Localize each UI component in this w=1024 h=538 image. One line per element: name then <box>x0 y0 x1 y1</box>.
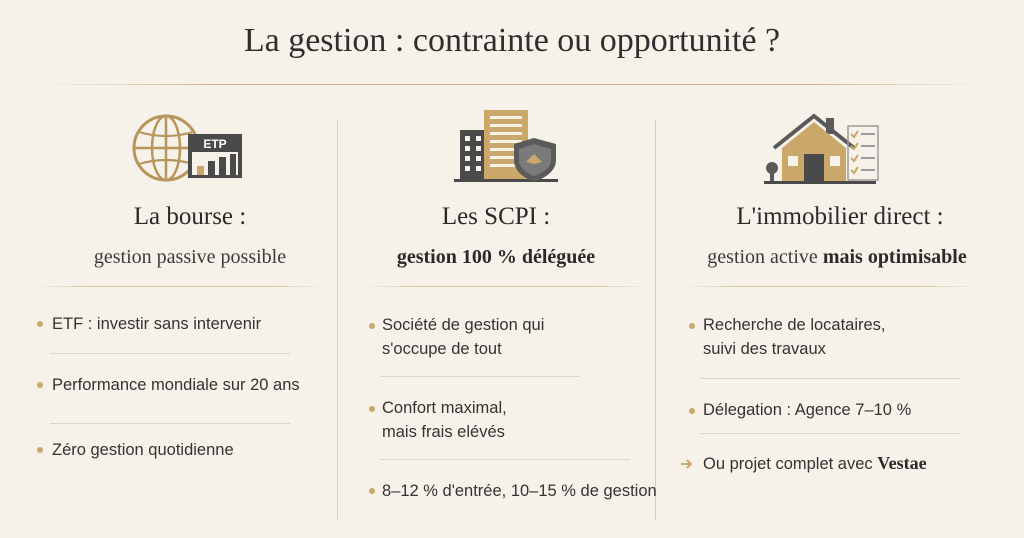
list-item-line: Confort maximal, <box>382 399 507 417</box>
arrow-bullet-icon <box>680 459 694 469</box>
heading-scpi: Les SCPI : <box>441 203 551 230</box>
heading-bourse: La bourse : <box>133 203 247 230</box>
bullet-icon <box>369 488 375 494</box>
brand-name: Vestae <box>877 453 927 473</box>
column-divider <box>337 120 338 520</box>
subheading-regular: gestion active <box>707 246 818 268</box>
list-item: Délegation : Agence 7–10 % <box>703 401 912 419</box>
subheading-bold: mais optimisable <box>822 246 967 268</box>
subheading-immobilier <box>662 246 1012 269</box>
bullet-icon <box>689 408 695 414</box>
list-item: ETF : investir sans intervenir <box>52 315 262 333</box>
subheading-scpi: gestion 100 % déléguée <box>396 246 596 268</box>
section-divider <box>30 286 330 287</box>
item-divider <box>380 459 630 460</box>
list-item-line: s'occupe de tout <box>382 340 502 358</box>
subheading-bourse: gestion passive possible <box>93 246 287 268</box>
bullet-icon <box>689 323 695 329</box>
list-item-line: Recherche de locataires, <box>703 316 886 334</box>
globe-etf-icon <box>130 112 246 184</box>
list-item: Zéro gestion quotidienne <box>52 441 234 459</box>
house-checklist-icon <box>762 110 882 186</box>
list-item-line: suivi des travaux <box>703 340 826 358</box>
column-divider <box>655 120 656 520</box>
item-divider <box>700 378 960 379</box>
item-divider <box>380 376 580 377</box>
list-item-text: Ou projet complet avec <box>703 455 873 473</box>
item-divider <box>50 423 290 424</box>
list-item-line: mais frais elévés <box>382 423 505 441</box>
item-divider <box>700 433 960 434</box>
list-item <box>703 313 886 361</box>
page-title: La gestion : contrainte ou opportunité ? <box>243 22 781 59</box>
list-item: Performance mondiale sur 20 ans <box>52 376 300 394</box>
bullet-icon <box>369 323 375 329</box>
item-divider <box>50 353 290 354</box>
bullet-icon <box>37 321 43 327</box>
buildings-shield-icon <box>452 104 566 184</box>
list-item-line: Société de gestion qui <box>382 316 545 334</box>
title-divider <box>40 84 984 85</box>
list-item <box>703 451 927 476</box>
section-divider <box>680 286 980 287</box>
etf-label: ETP <box>203 137 227 151</box>
list-item <box>382 313 544 361</box>
bullet-icon <box>37 382 43 388</box>
bullet-icon <box>369 406 375 412</box>
list-item: 8–12 % d'entrée, 10–15 % de gestion <box>382 482 657 500</box>
section-divider <box>360 286 650 287</box>
heading-immobilier: L'immobilier direct : <box>736 203 944 230</box>
list-item <box>382 396 507 444</box>
bullet-icon <box>37 447 43 453</box>
